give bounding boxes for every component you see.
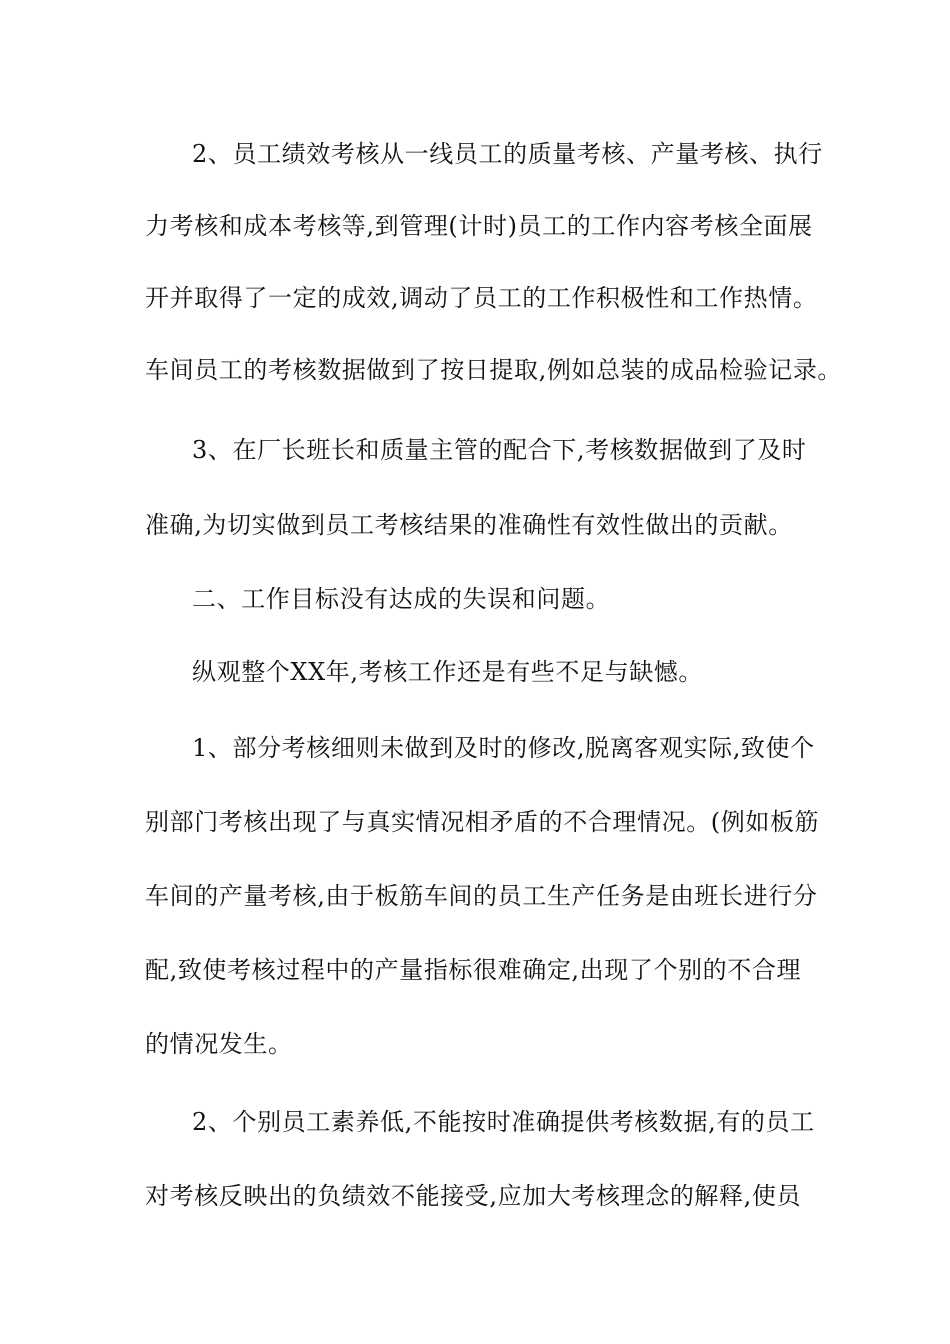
paragraph-line: 2、个别员工素养低,不能按时准确提供考核数据,有的员工 bbox=[192, 1108, 815, 1136]
paragraph-line: 1、部分考核细则未做到及时的修改,脱离客观实际,致使个 bbox=[192, 734, 815, 762]
paragraph-line: 别部门考核出现了与真实情况相矛盾的不合理情况。(例如板筋 bbox=[145, 808, 820, 836]
section-heading: 二、工作目标没有达成的失误和问题。 bbox=[192, 585, 611, 613]
paragraph-line: 3、在厂长班长和质量主管的配合下,考核数据做到了及时 bbox=[192, 436, 807, 464]
paragraph-line: 力考核和成本考核等,到管理(计时)员工的工作内容考核全面展 bbox=[145, 212, 813, 240]
paragraph-line: 开并取得了一定的成效,调动了员工的工作积极性和工作热情。 bbox=[145, 284, 818, 312]
paragraph-line: 配,致使考核过程中的产量指标很难确定,出现了个别的不合理 bbox=[145, 956, 802, 984]
paragraph-line: 车间员工的考核数据做到了按日提取,例如总装的成品检验记录。 bbox=[145, 356, 843, 384]
paragraph-line: 纵观整个XX年,考核工作还是有些不足与缺憾。 bbox=[192, 658, 703, 686]
paragraph-line: 的情况发生。 bbox=[145, 1030, 293, 1058]
paragraph-line: 对考核反映出的负绩效不能接受,应加大考核理念的解释,使员 bbox=[145, 1182, 802, 1210]
paragraph-line: 车间的产量考核,由于板筋车间的员工生产任务是由班长进行分 bbox=[145, 882, 818, 910]
paragraph-line: 2、员工绩效考核从一线员工的质量考核、产量考核、执行 bbox=[192, 140, 823, 168]
paragraph-line: 准确,为切实做到员工考核结果的准确性有效性做出的贡献。 bbox=[145, 511, 793, 539]
